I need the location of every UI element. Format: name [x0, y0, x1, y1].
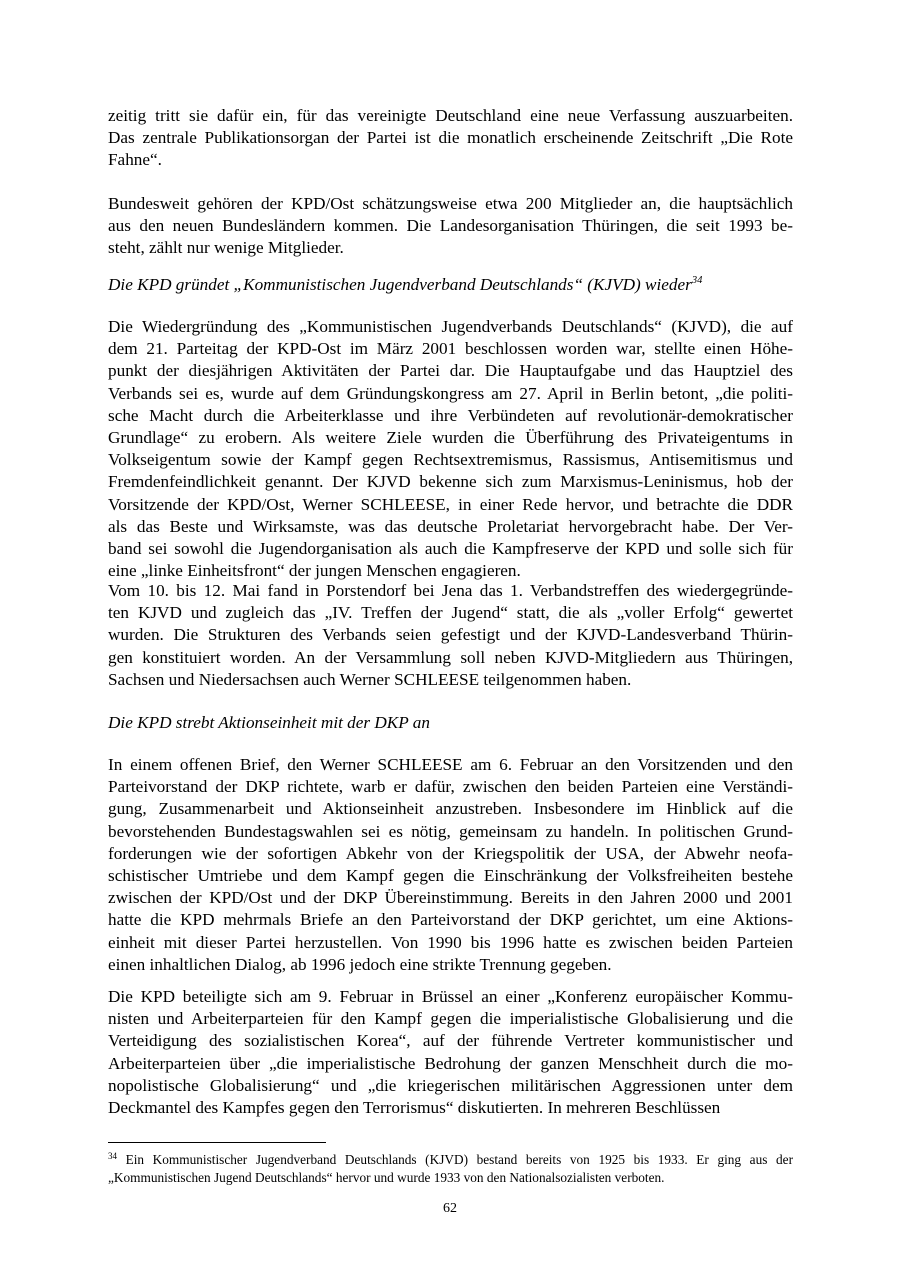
text-line: nopolistische Globalisierung“ und „die kriegerischen militärischen Aggressionen unter dem	[108, 1075, 793, 1095]
page-number: 62	[443, 1201, 457, 1216]
text-line: zeitig tritt sie dafür ein, für das vereinigte Deutschland eine neue Verfassung auszuarbeiten.	[108, 106, 793, 125]
text-line: Fahne“.	[108, 150, 162, 170]
text-line: bevorstehenden Bundestagswahlen sei es nötig, gemeinsam zu handeln. In politischen Grund-	[108, 821, 793, 841]
text-line: Bundesweit gehören der KPD/Ost schätzungsweise etwa 200 Mitglieder an, die hauptsächlich	[108, 194, 793, 213]
text-line: Vorsitzende der KPD/Ost, Werner SCHLEESE, in einer Rede hervor, und betrachte die DDR	[108, 494, 793, 514]
text-line: eine „linke Einheitsfront“ der jungen Menschen engagieren.	[108, 561, 521, 581]
text-line: punkt der diesjährigen Aktivitäten der Partei dar. Die Hauptaufgabe und das Hauptziel des	[108, 361, 793, 381]
text-line: Parteivorstand der DKP richtete, warb er dafür, zwischen den beiden Parteien eine Verständi-	[108, 777, 793, 797]
text-line: steht, zählt nur wenige Mitglieder.	[108, 238, 344, 258]
paragraph-kjvd-meeting	[108, 580, 793, 691]
text-line: Vom 10. bis 12. Mai fand in Porstendorf bei Jena das 1. Verbandstreffen des wiedergegründe-	[108, 581, 793, 600]
footnote-34	[108, 1151, 793, 1187]
text-line: Die Wiedergründung des „Kommunistischen Jugendverbands Deutschlands“ (KJVD), die auf	[108, 317, 793, 336]
text-line: gen konstituiert worden. An der Versammlung soll neben KJVD-Mitgliedern aus Thüringen,	[108, 647, 793, 667]
footnote-ref-34[interactable]: 34	[691, 275, 703, 286]
section-heading-kjvd	[108, 274, 793, 296]
paragraph-brussels-conference	[108, 986, 793, 1119]
text-line: Volkseigentum sowie der Kampf gegen Rechtsextremismus, Rassismus, Antisemitismus und	[108, 450, 793, 470]
paragraph-constitution	[108, 105, 793, 172]
section-heading-kjvd-text: Die KPD gründet „Kommunistischen Jugendverband Deutschlands“ (KJVD) wieder	[108, 275, 692, 294]
footnote-text: Ein Kommunistischer Jugendverband Deutschlands (KJVD) bestand bereits von 1925 bis 1933. Er ging aus der „Kommunistischen Jugend Deutschlands“ hervor und wurde 1933 von den Nationalsozialisten verboten.	[108, 1152, 793, 1185]
text-line: In einem offenen Brief, den Werner SCHLEESE am 6. Februar an den Vorsitzenden und den	[108, 755, 793, 774]
text-line: einheit mit dieser Partei herzustellen. Von 1990 bis 1996 hatte es zwischen beiden Parteien	[108, 932, 793, 952]
paragraph-membership	[108, 193, 793, 260]
text-line: hatte die KPD mehrmals Briefe an den Parteivorstand der DKP gerichtet, um eine Aktions-	[108, 910, 793, 930]
footnote-separator	[108, 1142, 326, 1143]
text-line: dem 21. Parteitag der KPD-Ost im März 2001 beschlossen worden war, stellte einen Höhe-	[108, 339, 793, 359]
text-line: Verbands sei es, wurde auf dem Gründungskongress am 27. April in Berlin betont, „die politi-	[108, 383, 793, 403]
text-line: band sei sowohl die Jugendorganisation als auch die Kampfreserve der KPD und solle sich für	[108, 539, 793, 559]
paragraph-open-letter	[108, 754, 793, 976]
text-line: Sachsen und Niedersachsen auch Werner SCHLEESE teilgenommen haben.	[108, 669, 632, 689]
text-line: Die KPD beteiligte sich am 9. Februar in Brüssel an einer „Konferenz europäischer Kommu-	[108, 987, 793, 1006]
text-line: schistischer Umtriebe und dem Kampf gegen die Einschränkung der Volksfreiheiten bestehe	[108, 866, 793, 886]
text-line: Arbeiterparteien über „die imperialistische Bedrohung der ganzen Menschheit durch die mo-	[108, 1053, 793, 1073]
text-line: wurden. Die Strukturen des Verbands seien gefestigt und der KJVD-Landesverband Thürin-	[108, 625, 793, 645]
footnote-number: 34	[108, 1151, 117, 1161]
section-heading-dkp: Die KPD strebt Aktionseinheit mit der DKP an	[108, 713, 430, 732]
text-line: nisten und Arbeiterparteien für den Kampf gegen die imperialistische Globalisierung und die	[108, 1009, 793, 1029]
text-line: Grundlage“ zu erobern. Als weitere Ziele wurden die Überführung des Privateigentums in	[108, 428, 793, 448]
text-line: aus den neuen Bundesländern kommen. Die Landesorganisation Thüringen, die seit 1993 be-	[108, 216, 793, 236]
text-line: gung, Zusammenarbeit und Aktionseinheit anzustreben. Insbesondere im Hinblick auf die	[108, 799, 793, 819]
paragraph-kjvd-refounding	[108, 316, 793, 582]
text-line: zwischen der KPD/Ost und der DKP Übereinstimmung. Bereits in den Jahren 2000 und 2001	[108, 888, 793, 908]
text-line: Fremdenfeindlichkeit genannt. Der KJVD bekenne sich zum Marxismus-Leninismus, hob der	[108, 472, 793, 492]
text-line: forderungen wie der sofortigen Abkehr von der Kriegspolitik der USA, der Abwehr neofa-	[108, 843, 793, 863]
text-line: Verteidigung des sozialistischen Korea“, auf der führende Vertreter kommunistischer und	[108, 1031, 793, 1051]
text-line: Deckmantel des Kampfes gegen den Terrorismus“ diskutierten. In mehreren Beschlüssen	[108, 1098, 721, 1118]
text-line: einen inhaltlichen Dialog, ab 1996 jedoch eine strikte Trennung gegeben.	[108, 954, 612, 974]
text-line: Das zentrale Publikationsorgan der Partei ist die monatlich erscheinende Zeitschrift „Die Rote	[108, 128, 793, 148]
text-line: als das Beste und Wirksamste, was das deutsche Proletariat hervorgebracht habe. Der Ver-	[108, 516, 793, 536]
text-line: ten KJVD und zugleich das „IV. Treffen der Jugend“ statt, die als „voller Erfolg“ gewertet	[108, 603, 793, 623]
text-line: sche Macht durch die Arbeiterklasse und ihre Verbündeten auf revolutionär-demokratischer	[108, 405, 793, 425]
